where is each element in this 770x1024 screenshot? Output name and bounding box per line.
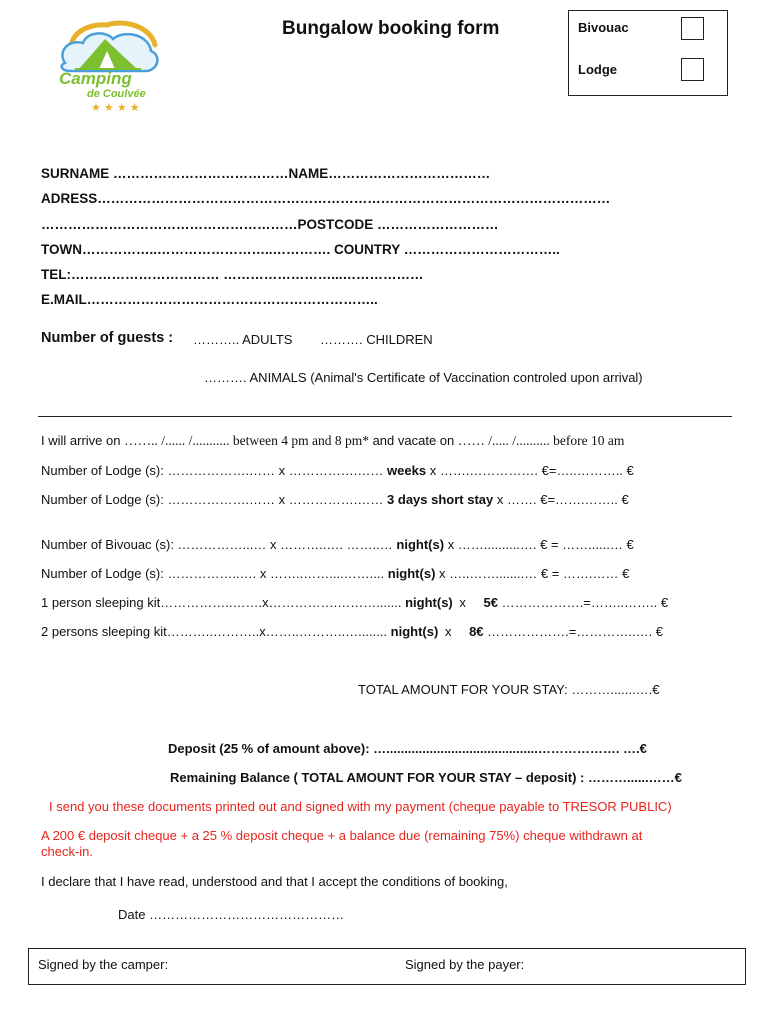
kit2-price: 8€: [469, 624, 484, 639]
town-country-field[interactable]: TOWN……………..……………………..…………. COUNTRY ……………………………..: [41, 242, 560, 257]
arrival-label: I will arrive on: [41, 433, 121, 448]
remaining-balance-field[interactable]: Remaining Balance ( TOTAL AMOUNT FOR YOUR STAY – deposit) : ………......……€: [170, 770, 682, 785]
kit2-times: x: [444, 624, 452, 639]
lodge-short-label: Number of Lodge (s): ……………….…… x …………….……: [41, 492, 384, 507]
lodge-weeks-label: Number of Lodge (s): ……………….…… x …………….……: [41, 463, 384, 478]
nights-unit: night(s): [396, 537, 445, 552]
kit1-price: 5€: [483, 595, 498, 610]
camper-signature-label[interactable]: Signed by the camper:: [38, 957, 169, 972]
address-field[interactable]: ADRESS……………………………………………………………………………………………………: [41, 191, 611, 206]
nights-unit: night(s): [390, 624, 439, 639]
surname-name-field[interactable]: SURNAME …………………………………NAME………………………………: [41, 166, 491, 181]
lodge-weeks-row[interactable]: [41, 463, 634, 478]
kit2-total: ……………….=…………..…. €: [487, 624, 664, 639]
kit1-label: 1 person sleeping kit……………..…….x…………….……….......: [41, 595, 402, 610]
lodge-weeks-total: x …….……………. €=…..……….. €: [429, 463, 634, 478]
bivouac-nights-label: Number of Bivouac (s): ……………...… x ………..…. ……..…: [41, 537, 393, 552]
deposit-notice-line2: check-in.: [41, 844, 94, 859]
logo-subname: de Coulvée: [87, 88, 146, 100]
logo-name: Camping: [59, 69, 132, 88]
lodge-checkbox[interactable]: [681, 58, 704, 81]
kit2-row[interactable]: [41, 624, 663, 639]
kit1-times: x: [459, 595, 466, 610]
lodge-short-total: x ……. €=…….…….. €: [496, 492, 629, 507]
bivouac-checkbox[interactable]: [681, 17, 704, 40]
lodge-short-stay-row[interactable]: [41, 492, 629, 507]
animals-field[interactable]: ………. ANIMALS (Animal's Certificate of Vaccination controled upon arrival): [204, 370, 643, 385]
bivouac-nights-total: x ……..........…. € = ……......… €: [447, 537, 634, 552]
lodge-nights-label: Number of Lodge (s): ……………..…. x ……..……....……....: [41, 566, 385, 581]
adults-field[interactable]: ……….. ADULTS: [193, 332, 293, 347]
kit1-row[interactable]: [41, 595, 668, 610]
deposit-field[interactable]: Deposit (25 % of amount above): …..........................................………………. ….€: [168, 741, 647, 756]
payment-notice: I send you these documents printed out and signed with my payment (cheque payable to TRESOR PUBLIC): [49, 799, 672, 814]
vacate-date-field[interactable]: …… /..... /.......... before 10 am: [457, 433, 625, 448]
payer-signature-label[interactable]: Signed by the payer:: [405, 957, 525, 972]
bivouac-nights-row[interactable]: [41, 537, 634, 552]
postcode-field[interactable]: …………………………………………………POSTCODE ………………………: [41, 217, 499, 232]
camping-logo: [55, 17, 165, 117]
weeks-unit: weeks: [387, 463, 427, 478]
kit2-label: 2 persons sleeping kit………..………..x……..………..…........: [41, 624, 388, 639]
arrival-date-field[interactable]: …….. /...... /........... between 4 pm and 8 pm*: [124, 433, 369, 448]
nights-unit: night(s): [405, 595, 453, 610]
declaration-text: I declare that I have read, understood and that I accept the conditions of booking,: [41, 874, 508, 889]
arrival-line: [41, 433, 624, 449]
short-stay-unit: 3 days short stay: [387, 492, 494, 507]
vacate-label: and vacate on: [372, 433, 455, 448]
lodge-nights-row[interactable]: [41, 566, 629, 581]
date-field[interactable]: Date ………………………………………: [118, 907, 345, 922]
email-field[interactable]: E.MAIL………………………………………………………..: [41, 292, 378, 307]
guests-label: Number of guests :: [41, 330, 174, 346]
signature-box: [28, 948, 746, 985]
lodge-nights-total: x …..……........… € = …….…… €: [439, 566, 630, 581]
nights-unit: night(s): [387, 566, 436, 581]
total-amount-field[interactable]: TOTAL AMOUNT FOR YOUR STAY: ……….......….€: [358, 682, 660, 697]
deposit-notice-line1: A 200 € deposit cheque + a 25 % deposit cheque + a balance due (remaining 75%) cheque withdrawn at: [41, 828, 643, 843]
children-field[interactable]: ………. CHILDREN: [320, 332, 433, 347]
logo-stars: ★ ★ ★ ★: [91, 102, 140, 114]
page-title: Bungalow booking form: [282, 18, 500, 39]
bivouac-label: Bivouac: [578, 20, 629, 35]
accommodation-type-box: [568, 10, 728, 96]
tel-field[interactable]: TEL:…………………………… ……………………...………………: [41, 267, 424, 282]
lodge-label: Lodge: [578, 62, 617, 77]
kit1-total: ……………….=……..…….. €: [501, 595, 669, 610]
divider: [38, 416, 732, 417]
